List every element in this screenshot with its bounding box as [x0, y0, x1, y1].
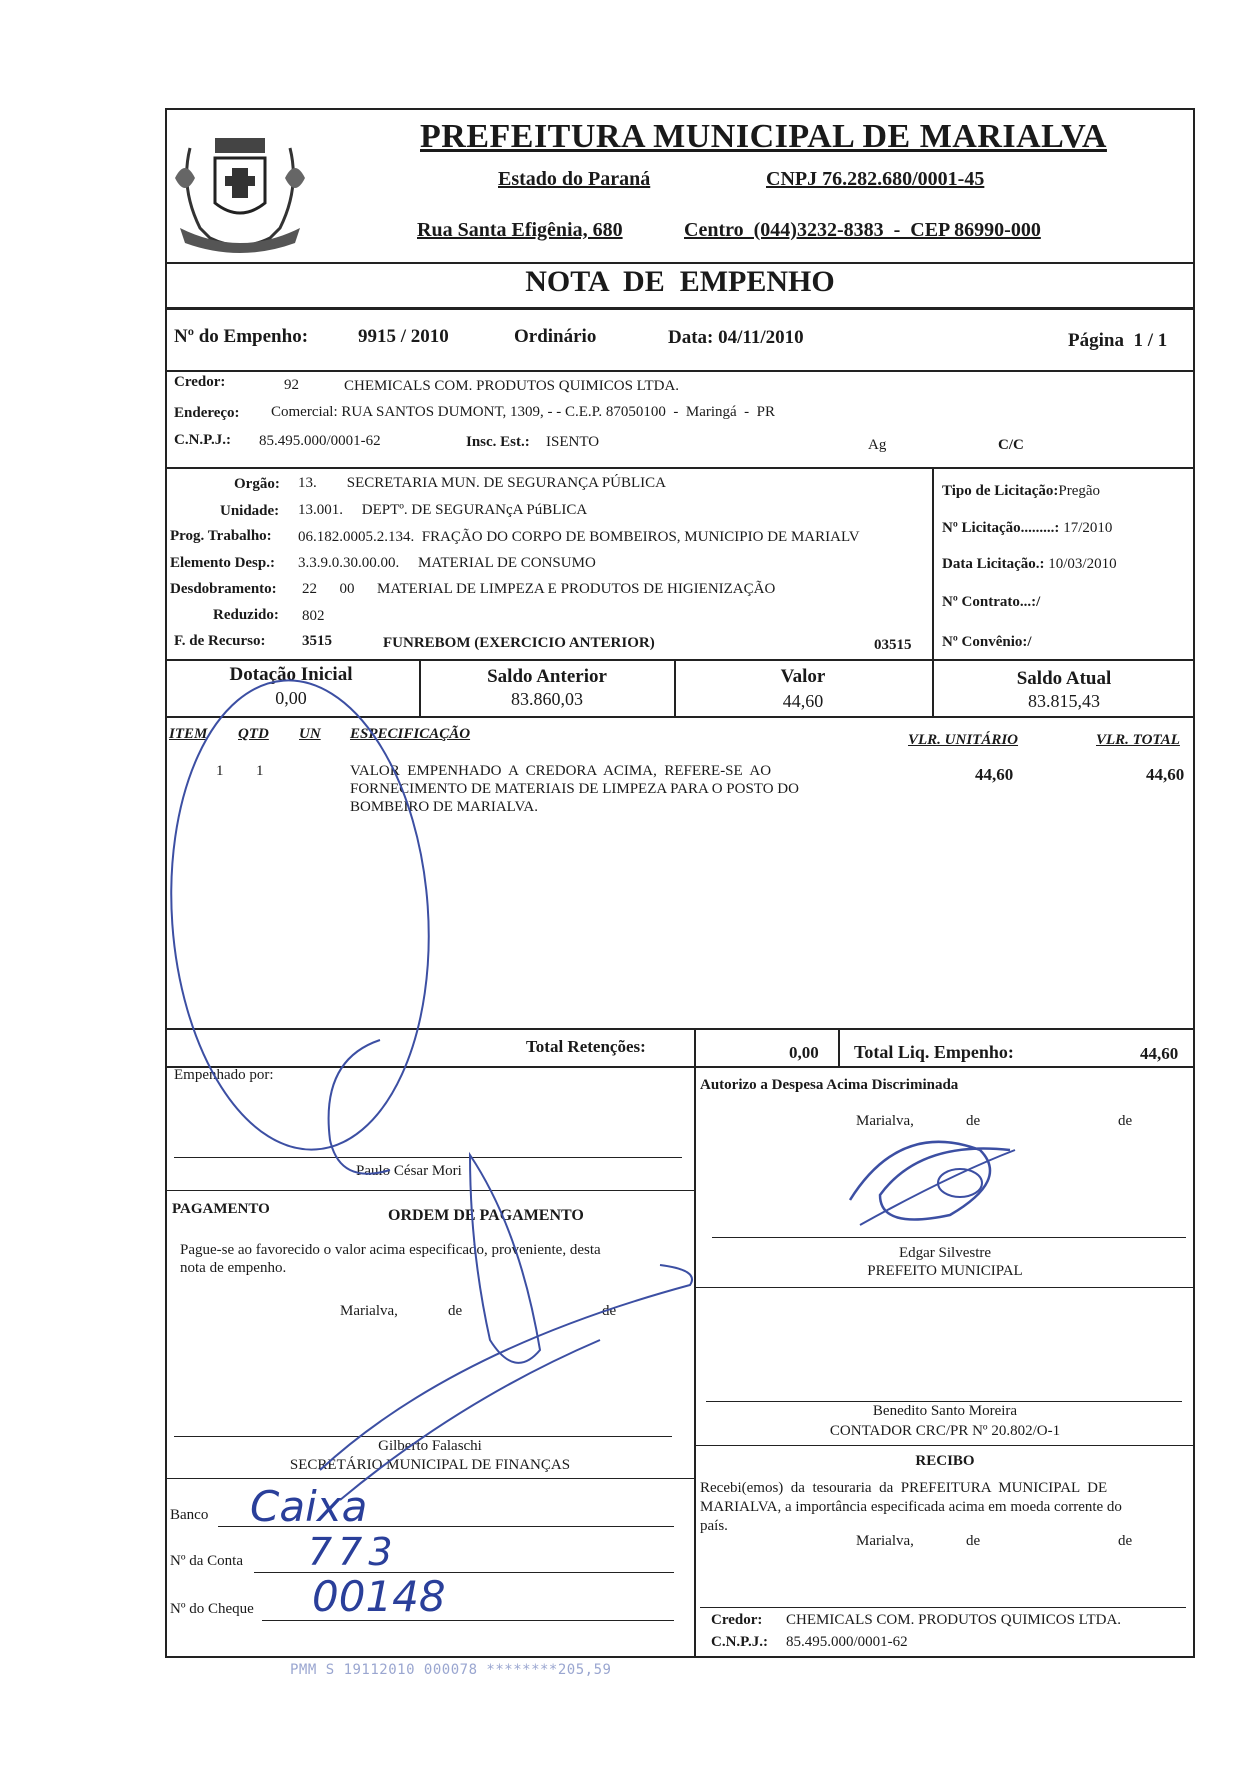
org-address-rest: Centro (044)3232-8383 - CEP 86990-000 [684, 219, 1041, 241]
pagamento-label: PAGAMENTO [172, 1201, 270, 1217]
valor-value: 44,60 [782, 691, 824, 711]
prefeito-name: Edgar Silvestre [898, 1245, 992, 1261]
licitacao-date [942, 556, 1117, 573]
recibo-text-3: país. [700, 1518, 728, 1534]
col-qtd: QTD [238, 726, 269, 742]
licitacao-type [942, 483, 1100, 500]
empenhado-label: Empenhado por: [174, 1067, 274, 1083]
credor-cnpj: 85.495.000/0001-62 [259, 433, 381, 449]
licitacao-number-value: 17/2010 [1063, 520, 1113, 536]
recibo-marialva: Marialva, [856, 1533, 914, 1549]
recibo-credor: CHEMICALS COM. PRODUTOS QUIMICOS LTDA. [786, 1612, 1122, 1628]
recibo-de-2: de [1118, 1533, 1133, 1549]
col-unit-value: VLR. UNITÁRIO [908, 732, 1019, 748]
pagamento-marialva: Marialva, [340, 1303, 398, 1319]
saldo-anterior-value: 83.860,03 [511, 689, 583, 709]
credor-label: Credor: [174, 374, 226, 390]
prefeito-title: PREFEITO MUNICIPAL [867, 1263, 1023, 1279]
banco-label: Banco [170, 1507, 209, 1523]
saldo-anterior-label: Saldo Anterior [487, 666, 607, 687]
unidade-label: Unidade: [220, 503, 280, 519]
licitacao-type-value: Pregão [1058, 483, 1101, 499]
col-un: UN [299, 726, 321, 742]
autorizo-marialva: Marialva, [856, 1113, 914, 1129]
cnpj-label: C.N.P.J.: [174, 432, 231, 448]
cheque-label: Nº do Cheque [170, 1601, 254, 1617]
empenho-date: Data: 04/11/2010 [668, 327, 804, 348]
org-cnpj: CNPJ 76.282.680/0001-45 [766, 168, 985, 190]
recibo-cnpj-label: C.N.P.J.: [711, 1634, 768, 1650]
orgao-value: 13. SECRETARIA MUN. DE SEGURANÇA PÚBLICA [298, 475, 666, 491]
liquido-label: Total Liq. Empenho: [854, 1042, 1014, 1062]
recibo-credor-label: Credor: [711, 1612, 763, 1628]
coat-of-arms-icon [170, 118, 310, 258]
credor-code: 92 [284, 377, 299, 393]
banco-value: Caixa [250, 1482, 368, 1531]
payment-stamp: PMM S 19112010 000078 ********205,59 [290, 1662, 612, 1678]
item-qty: 1 [256, 763, 264, 779]
item-unit-value: 44,60 [975, 765, 1014, 784]
empenho-type: Ordinário [514, 326, 597, 347]
empenho-label: Nº do Empenho: [174, 326, 309, 347]
credor-address: Comercial: RUA SANTOS DUMONT, 1309, - - C.E.P. 87050100 - Maringá - PR [271, 404, 776, 420]
empenho-number: 9915 / 2010 [358, 326, 449, 347]
cheque-value: 00148 [312, 1572, 446, 1621]
pagamento-de-2: de [602, 1303, 617, 1319]
autorizo-de-2: de [1118, 1113, 1133, 1129]
recurso-name: FUNREBOM (EXERCICIO ANTERIOR) [383, 635, 655, 651]
item-number: 1 [216, 763, 224, 779]
autorizo-de-1: de [966, 1113, 981, 1129]
conta-value: 773 [308, 1530, 399, 1574]
retencoes-label: Total Retenções: [526, 1037, 646, 1056]
retencoes-value: 0,00 [789, 1043, 819, 1062]
empenhado-name: Paulo César Mori [356, 1163, 462, 1179]
org-name: PREFEITURA MUNICIPAL DE MARIALVA [420, 118, 1107, 155]
item-total-value: 44,60 [1146, 765, 1185, 784]
pagamento-text-2: nota de empenho. [180, 1260, 287, 1276]
ordem-pagamento: ORDEM DE PAGAMENTO [388, 1207, 584, 1224]
col-spec: ESPECIFICAÇÃO [350, 726, 471, 742]
recurso-label: F. de Recurso: [174, 633, 266, 649]
saldo-atual-label: Saldo Atual [1016, 668, 1112, 689]
state-name: Estado do Paraná [498, 168, 651, 190]
reduzido-label: Reduzido: [213, 607, 279, 623]
agency-label: Ag [868, 437, 887, 453]
contador-title: CONTADOR CRC/PR Nº 20.802/O-1 [829, 1423, 1061, 1439]
pagamento-text-1: Pague-se ao favorecido o valor acima especificado, proveniente, desta [180, 1242, 601, 1258]
recibo-text-2: MARIALVA, a importância especificada acima em moeda corrente do [700, 1499, 1122, 1515]
org-address: Rua Santa Efigênia, 680 [417, 219, 623, 241]
licitacao-number-label: Nº Licitação.........: [942, 520, 1060, 536]
licitacao-date-value: 10/03/2010 [1048, 556, 1117, 572]
account-label: C/C [998, 437, 1024, 453]
elemento-label: Elemento Desp.: [170, 555, 275, 571]
desdobramento-label: Desdobramento: [170, 581, 277, 597]
prog-label: Prog. Trabalho: [170, 528, 272, 544]
recibo-text-1: Recebi(emos) da tesouraria da PREFEITURA MUNICIPAL DE [700, 1480, 1108, 1496]
secretario-name: Gilberto Falaschi [378, 1438, 482, 1454]
secretario-title: SECRETÁRIO MUNICIPAL DE FINANÇAS [289, 1457, 571, 1473]
desdobramento-value: 22 00 MATERIAL DE LIMPEZA E PRODUTOS DE HIGIENIZAÇÃO [302, 581, 776, 597]
contrato: Nº Contrato...:/ [942, 594, 1041, 610]
insc-value: ISENTO [546, 434, 600, 450]
page-number: Página 1 / 1 [1068, 330, 1168, 351]
recibo-title: RECIBO [915, 1453, 975, 1469]
licitacao-number [942, 520, 1112, 537]
reduzido-value: 802 [302, 608, 325, 624]
saldo-atual-value: 83.815,43 [1028, 691, 1100, 711]
recurso-code-2: 03515 [874, 637, 912, 653]
convenio: Nº Convênio:/ [942, 634, 1032, 650]
col-total-value: VLR. TOTAL [1096, 732, 1180, 748]
item-spec-3: BOMBEIRO DE MARIALVA. [350, 799, 538, 815]
dotacao-value: 0,00 [275, 688, 307, 708]
elemento-value: 3.3.9.0.30.00.00. MATERIAL DE CONSUMO [298, 555, 596, 571]
address-label: Endereço: [174, 405, 240, 421]
prog-value: 06.182.0005.2.134. FRAÇÃO DO CORPO DE BOMBEIROS, MUNICIPIO DE MARIALV [298, 529, 860, 545]
valor-label: Valor [780, 666, 826, 687]
licitacao-date-label: Data Licitação.: [942, 556, 1045, 572]
recibo-cnpj: 85.495.000/0001-62 [786, 1634, 908, 1650]
document-title: NOTA DE EMPENHO [525, 265, 835, 298]
unidade-value: 13.001. DEPTº. DE SEGURANçA PúBLICA [298, 502, 588, 518]
licitacao-type-label: Tipo de Licitação: [942, 483, 1059, 499]
conta-label: Nº da Conta [170, 1553, 243, 1569]
credor-name: CHEMICALS COM. PRODUTOS QUIMICOS LTDA. [344, 378, 680, 394]
orgao-label: Orgão: [234, 476, 280, 492]
liquido-value: 44,60 [1140, 1044, 1179, 1063]
item-spec-1: VALOR EMPENHADO A CREDORA ACIMA, REFERE-SE AO [350, 763, 772, 779]
dotacao-label: Dotação Inicial [229, 664, 353, 685]
contador-name: Benedito Santo Moreira [872, 1403, 1018, 1419]
recurso-code: 3515 [302, 633, 332, 649]
recibo-de-1: de [966, 1533, 981, 1549]
pagamento-de-1: de [448, 1303, 463, 1319]
item-spec-2: FORNECIMENTO DE MATERIAIS DE LIMPEZA PARA O POSTO DO [350, 781, 799, 797]
insc-label: Insc. Est.: [466, 434, 530, 450]
col-item: ITEM [169, 726, 208, 742]
autorizo-text: Autorizo a Despesa Acima Discriminada [700, 1077, 959, 1093]
